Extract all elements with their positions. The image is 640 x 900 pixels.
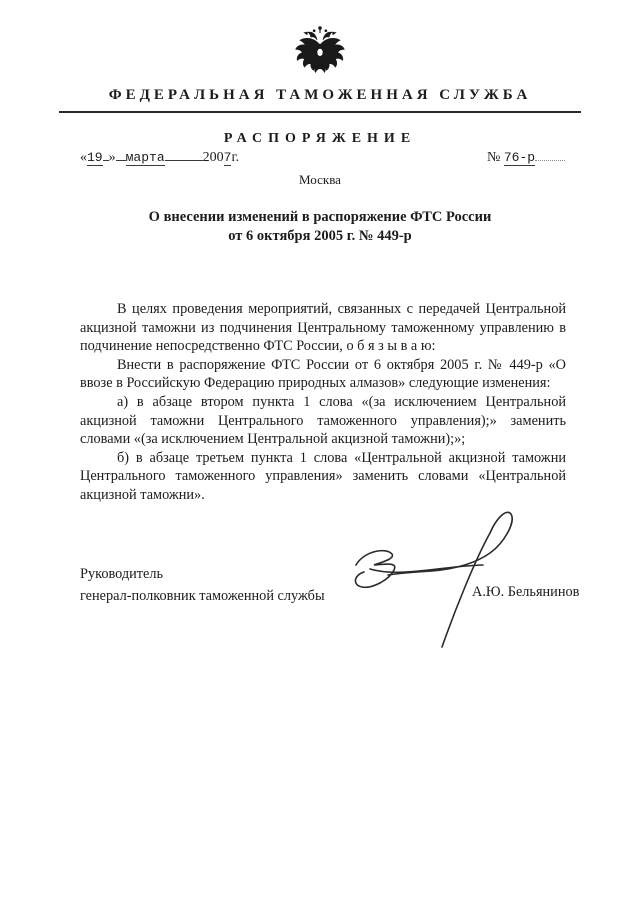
paragraph-item-a: а) в абзаце втором пункта 1 слова «(за исключением Центральной акцизной таможни Центрального таможенного управления);» заменить словами «(за исключением Центральной акцизной таможни);»;: [80, 393, 566, 448]
city-label: Москва: [299, 172, 341, 187]
paragraph-amendment-intro: Внести в распоряжение ФТС России от 6 октября 2005 г. № 449-р «О ввозе в Российскую Федерацию природных алмазов» следующие изменения:: [80, 356, 566, 392]
doc-number-dots: [535, 160, 565, 161]
date-line: [80, 150, 239, 166]
date-month: марта: [125, 150, 165, 165]
signer-position: [80, 563, 325, 607]
date-day: 19: [87, 150, 103, 165]
handwritten-signature: [340, 505, 540, 655]
signer-name: А.Ю. Бельянинов: [472, 584, 580, 600]
date-year-prefix: 200: [202, 150, 224, 165]
signer-position-line1: Руководитель: [80, 566, 164, 582]
paragraph-preamble: В целях проведения мероприятий, связанных с передачей Центральной акцизной таможни из подчинения Центральному таможенному управлению в подчинение непосредственно ФТС России, о б я з ы в а ю:: [80, 301, 566, 355]
doc-number-line: [487, 150, 565, 166]
doc-number-value: 76-р: [503, 150, 536, 165]
date-year-suffix: г.: [231, 150, 240, 165]
signer-position-line2: генерал-полковник таможенной службы: [80, 588, 325, 604]
doc-title: [70, 208, 570, 246]
doc-body: [80, 300, 566, 505]
doc-title-line2: от 6 октября 2005 г. № 449-р: [228, 228, 412, 244]
russia-coat-of-arms-icon: [293, 22, 347, 85]
date-pad-2: [165, 160, 203, 161]
header-divider: [59, 111, 581, 113]
org-name: ФЕДЕРАЛЬНАЯ ТАМОЖЕННАЯ СЛУЖБА: [108, 87, 532, 103]
date-pad-1: [116, 160, 126, 161]
doc-title-line1: О внесении изменений в распоряжение ФТС России: [148, 209, 492, 225]
doc-type-heading: РАСПОРЯЖЕНИЕ: [223, 131, 417, 146]
doc-number-label: №: [487, 150, 501, 165]
paragraph-item-b: б) в абзаце третьем пункта 1 слова «Центральной акцизной таможни Центрального таможенного управления» заменить словами «Центральной акцизной таможни».: [80, 449, 566, 503]
date-open-quote: «: [80, 150, 87, 165]
date-close-quote: »: [108, 150, 116, 165]
date-year-digit: 7: [223, 150, 232, 165]
